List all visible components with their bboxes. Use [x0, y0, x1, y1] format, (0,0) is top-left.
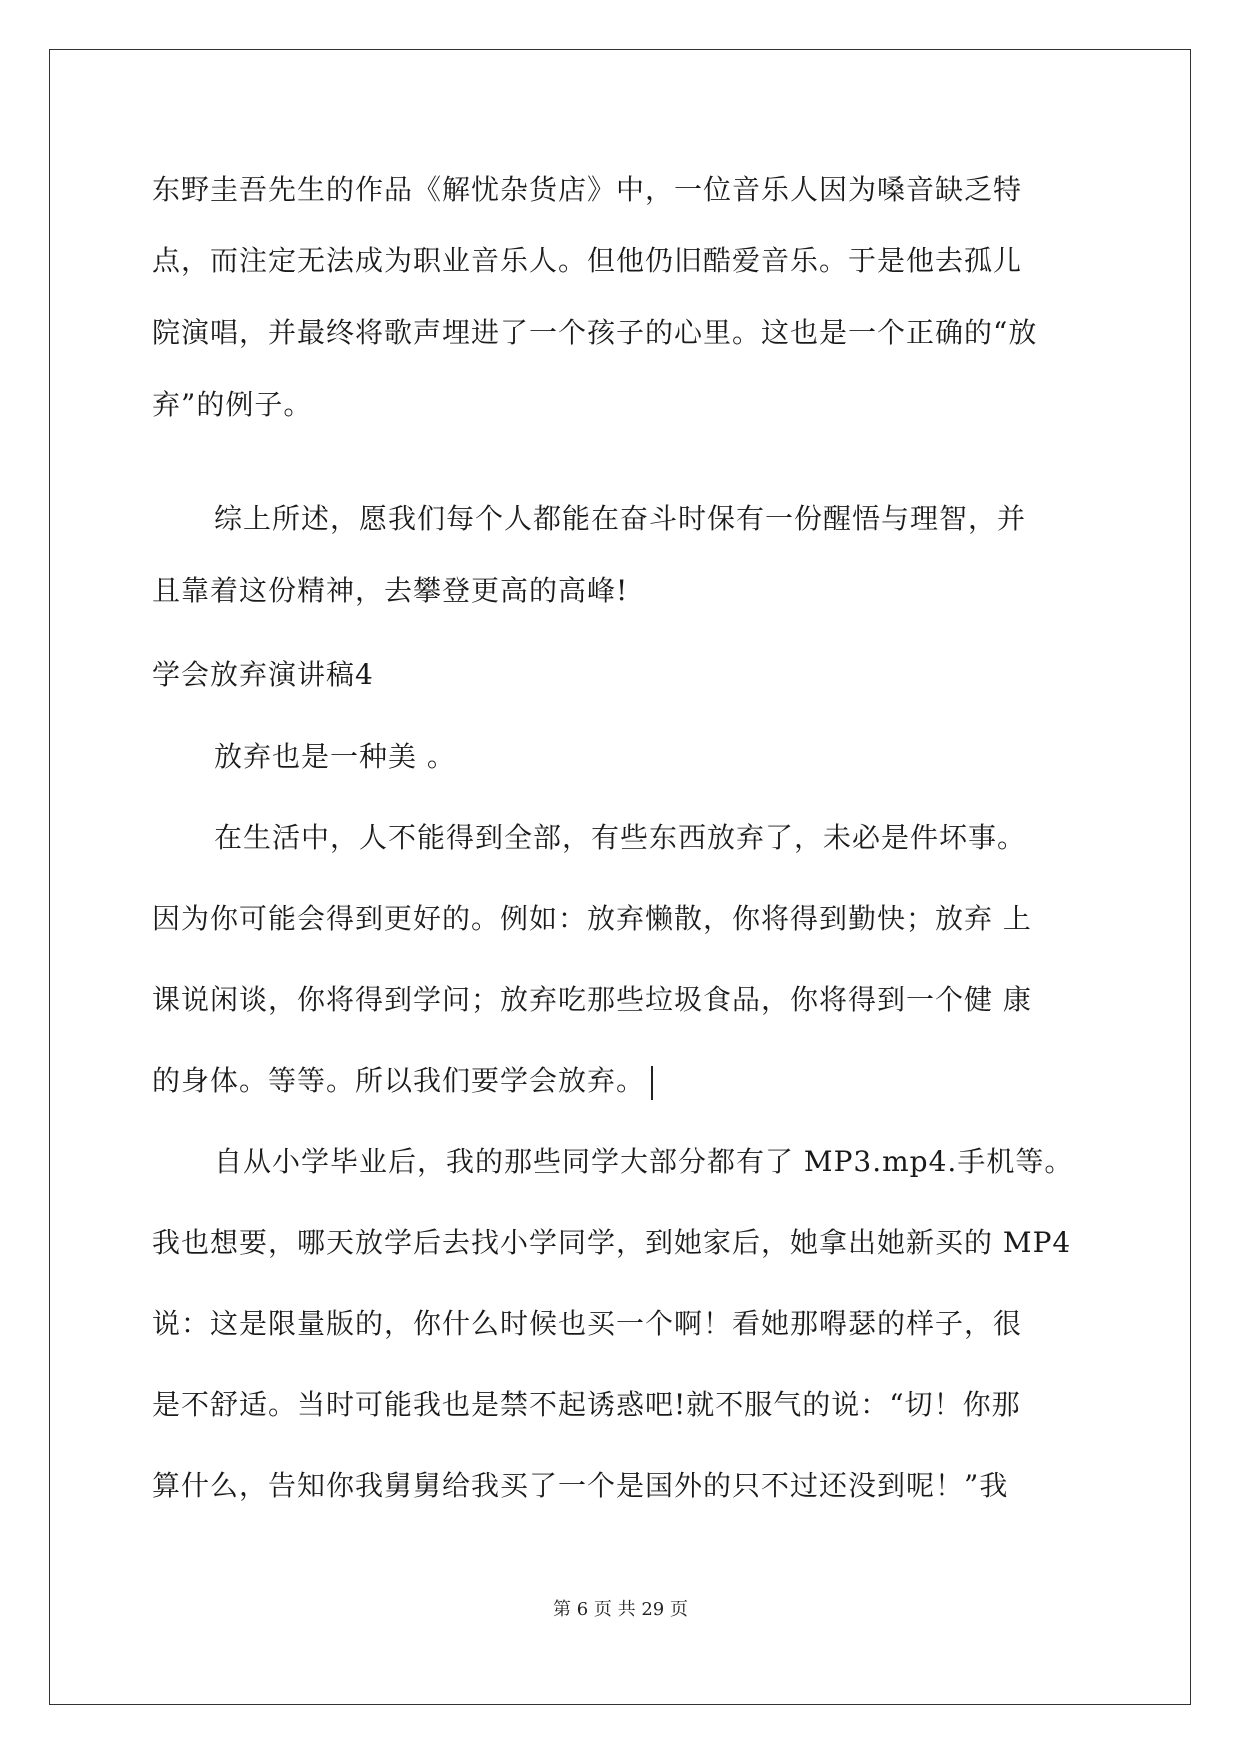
paragraph-line-with-cursor[interactable] [152, 1063, 653, 1100]
paragraph-line: 自从小学毕业后，我的那些同学大部分都有了 MP3.mp4.手机等。 [214, 1145, 1074, 1178]
paragraph-line: 的身体。等等。所以我们要学会放弃。 [152, 1064, 646, 1097]
paragraph-line: 院演唱，并最终将歌声埋进了一个孩子的心里。这也是一个正确的“放 [152, 316, 1038, 349]
text-cursor [651, 1066, 653, 1100]
paragraph-line: 弃”的例子。 [152, 388, 313, 421]
paragraph-line: 东野圭吾先生的作品《解忧杂货店》中，一位音乐人因为嗓音缺乏特 [152, 173, 1023, 206]
page-number-footer: 第 6 页 共 29 页 [553, 1599, 688, 1620]
section-heading: 学会放弃演讲稿4 [152, 658, 374, 691]
paragraph-line: 点，而注定无法成为职业音乐人。但他仍旧酷爱音乐。于是他去孤儿 [152, 244, 1023, 277]
paragraph-line: 在生活中，人不能得到全部，有些东西放弃了，未必是件坏事。 [214, 821, 1027, 854]
paragraph-line: 且靠着这份精神，去攀登更高的高峰! [152, 574, 629, 607]
paragraph-line: 放弃也是一种美 。 [214, 740, 456, 773]
page-border [49, 49, 1191, 1705]
paragraph-line: 因为你可能会得到更好的。例如：放弃懒散，你将得到勤快；放弃 上 [152, 902, 1032, 935]
paragraph-line: 算什么，告知你我舅舅给我买了一个是国外的只不过还没到呢！”我 [152, 1469, 1009, 1502]
paragraph-line: 说：这是限量版的，你什么时候也买一个啊！看她那嘚瑟的样子，很 [152, 1307, 1023, 1340]
paragraph-line: 是不舒适。当时可能我也是禁不起诱惑吧!就不服气的说：“切！你那 [152, 1388, 1021, 1421]
paragraph-line: 我也想要，哪天放学后去找小学同学，到她家后，她拿出她新买的 MP4 [152, 1226, 1072, 1259]
paragraph-line: 综上所述，愿我们每个人都能在奋斗时保有一份醒悟与理智，并 [214, 502, 1027, 535]
paragraph-line: 课说闲谈，你将得到学问；放弃吃那些垃圾食品，你将得到一个健 康 [152, 983, 1032, 1016]
